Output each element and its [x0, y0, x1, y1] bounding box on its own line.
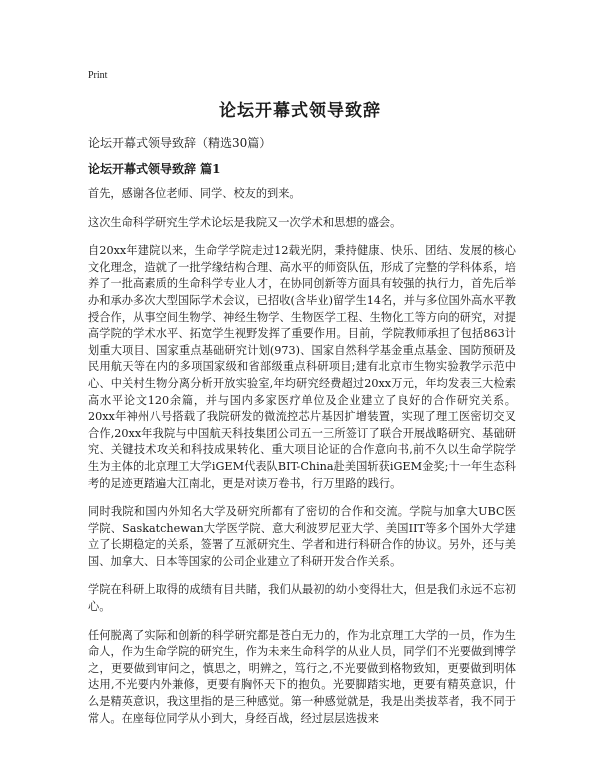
section-heading: 论坛开幕式领导致辞 篇1 [88, 162, 221, 176]
paragraph: 任何脱离了实际和创新的科学研究都是苍白无力的，作为北京理工大学的一员，作为生命人，作为生命学院的研究生，作为未来生命科学的从业人员，同学们不光要做到博学之，更要做到审问之，慎思之，明辨之，笃行之,不光要做到格物致知，更要做到明体达用,不光要内外兼修，更要有胸怀天下的抱负。光要脚踏实地，更要有精英意识，什么是精英意识，我这里指的是三种感觉。第一种感觉就是，我是出类拔萃者，我不同于常人。在座每位同学从小到大，身经百战，经过层层选拔来 [88, 628, 516, 725]
page-title: 论坛开幕式领导致辞 [219, 101, 381, 121]
paragraph: 同时我院和国内外知名大学及研究所都有了密切的合作和交流。学院与加拿大UBC医学院、Saskatchewan大学医学院、意大利波罗尼亚大学、美国IIT等多个国外大学建立了长期稳定的关系，签署了互派研究生、学者和进行科研合作的协议。另外，还与美国、加拿大、日本等国家的公司企业建立了科研开发合作关系。 [88, 505, 516, 568]
paragraph: 这次生命科学研究生学术论坛是我院又一次学术和思想的盛会。 [88, 215, 402, 229]
paragraph: 自20xx年建院以来，生命学学院走过12载光阴，秉持健康、快乐、团结、发展的核心文化理念，造就了一批学缘结构合理、高水平的师资队伍，形成了完整的学科体系，培养了一批高素质的生命科学专业人才，在协同创新等方面具有较强的执行力，首先后举办和承办多次大型国际学术会议，已招收(含毕业)留学生14名，并与多位国外高水平教授合作，从事空间生物学、神经生物学、生物医学工程、生物化工等方向的研究，对提高学院的学术水平、拓宽学生视野发挥了重要作用。目前，学院教师承担了包括863计划重大项目、国家重点基础研究计划(973)、国家自然科学基金重点基金、国防预研及民用航天等在内的多项国家级和省部级重点科研项目;建有北京市生物实验教学示范中心、中关村生物分离分析开放实验室,年均研究经费超过20xx万元，年均发表三大检索高水平论文120余篇，并与国内多家医疗单位及企业建立了良好的合作研究关系。20xx年神州八号搭载了我院研发的微流控芯片基因扩增装置，实现了理工医密切交叉合作,20xx年我院与中国航天科技集团公司五一三所签订了联合开展战略研究、基础研究、关键技术攻关和科技成果转化、重大项目论证的合作意向书,前不久以生命学院学生为主体的北京理工大学iGEM代表队BIT-China赴美国斩获iGEM金奖;十一年生态科考的足迹更踏遍大江南北，更是对读万卷书，行万里路的践行。 [88, 244, 516, 490]
document-body [88, 186, 516, 739]
document-subtitle: 论坛开幕式领导致辞（精选30篇） [88, 136, 272, 150]
print-link[interactable]: Print [88, 70, 108, 81]
paragraph: 学院在科研上取得的成绩有目共睹，我们从最初的幼小变得壮大，但是我们永远不忘初心。 [88, 583, 516, 614]
paragraph: 首先，感谢各位老师、同学、校友的到来。 [88, 187, 301, 200]
